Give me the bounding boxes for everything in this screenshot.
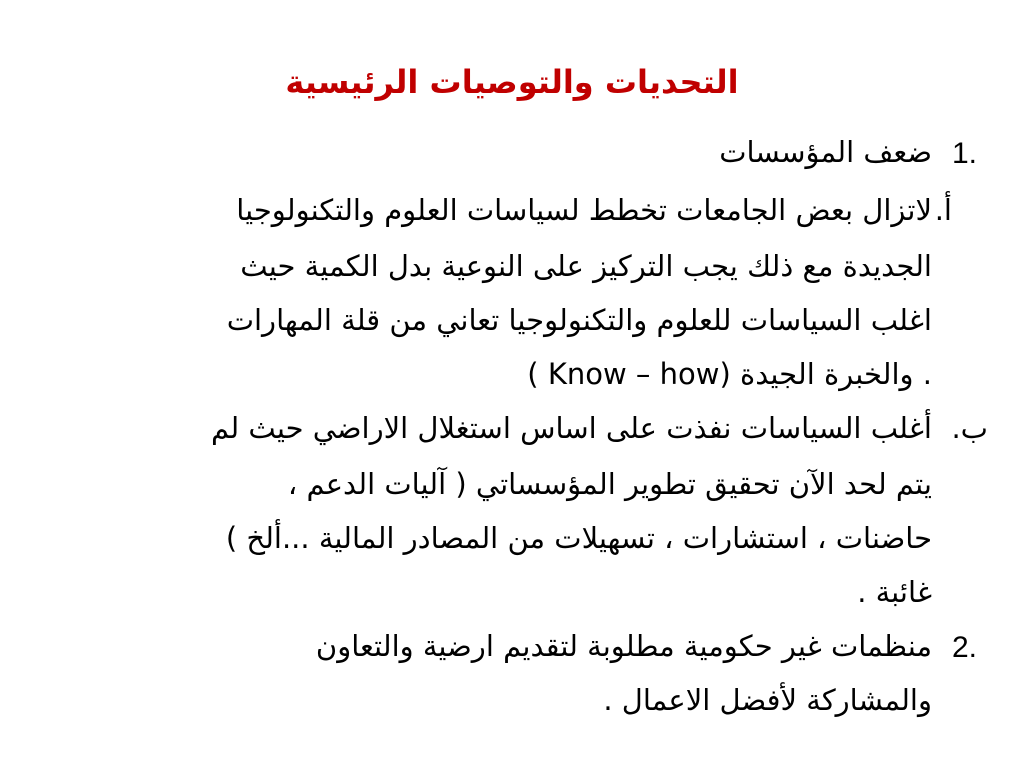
subitem-a-line-1: لاتزال بعض الجامعات تخطط لسياسات العلوم والتكنولوجيا xyxy=(236,193,932,227)
subitem-b-line-2: يتم لحد الآن تحقيق تطوير المؤسساتي ( آليات الدعم ، xyxy=(287,467,932,501)
subitem-a-line-2: الجديدة مع ذلك يجب التركيز على النوعية بدل الكمية حيث xyxy=(240,249,932,283)
item-2-line-1: منظمات غير حكومية مطلوبة لتقديم ارضية والتعاون xyxy=(315,629,932,663)
subitem-label-b: ب. xyxy=(951,411,988,445)
item-heading-1: ضعف المؤسسات xyxy=(719,135,932,169)
item-number-1: 1. xyxy=(952,137,978,170)
subitem-b-line-4: غائبة . xyxy=(857,575,932,609)
subitem-a-line-4: ( Know – how) والخبرة الجيدة . xyxy=(527,357,932,391)
subitem-label-a: أ. xyxy=(934,193,952,227)
slide-title: التحديات والتوصيات الرئيسية xyxy=(285,63,739,101)
subitem-b-line-1: أغلب السياسات نفذت على اساس استغلال الاراضي حيث لم xyxy=(211,411,932,445)
item-2-line-2: والمشاركة لأفضل الاعمال . xyxy=(603,683,932,717)
subitem-a-line-3: اغلب السياسات للعلوم والتكنولوجيا تعاني من قلة المهارات xyxy=(226,303,932,337)
item-number-2: 2. xyxy=(952,631,978,664)
subitem-b-line-3: حاضنات ، استشارات ، تسهيلات من المصادر المالية ...ألخ ) xyxy=(225,521,932,555)
